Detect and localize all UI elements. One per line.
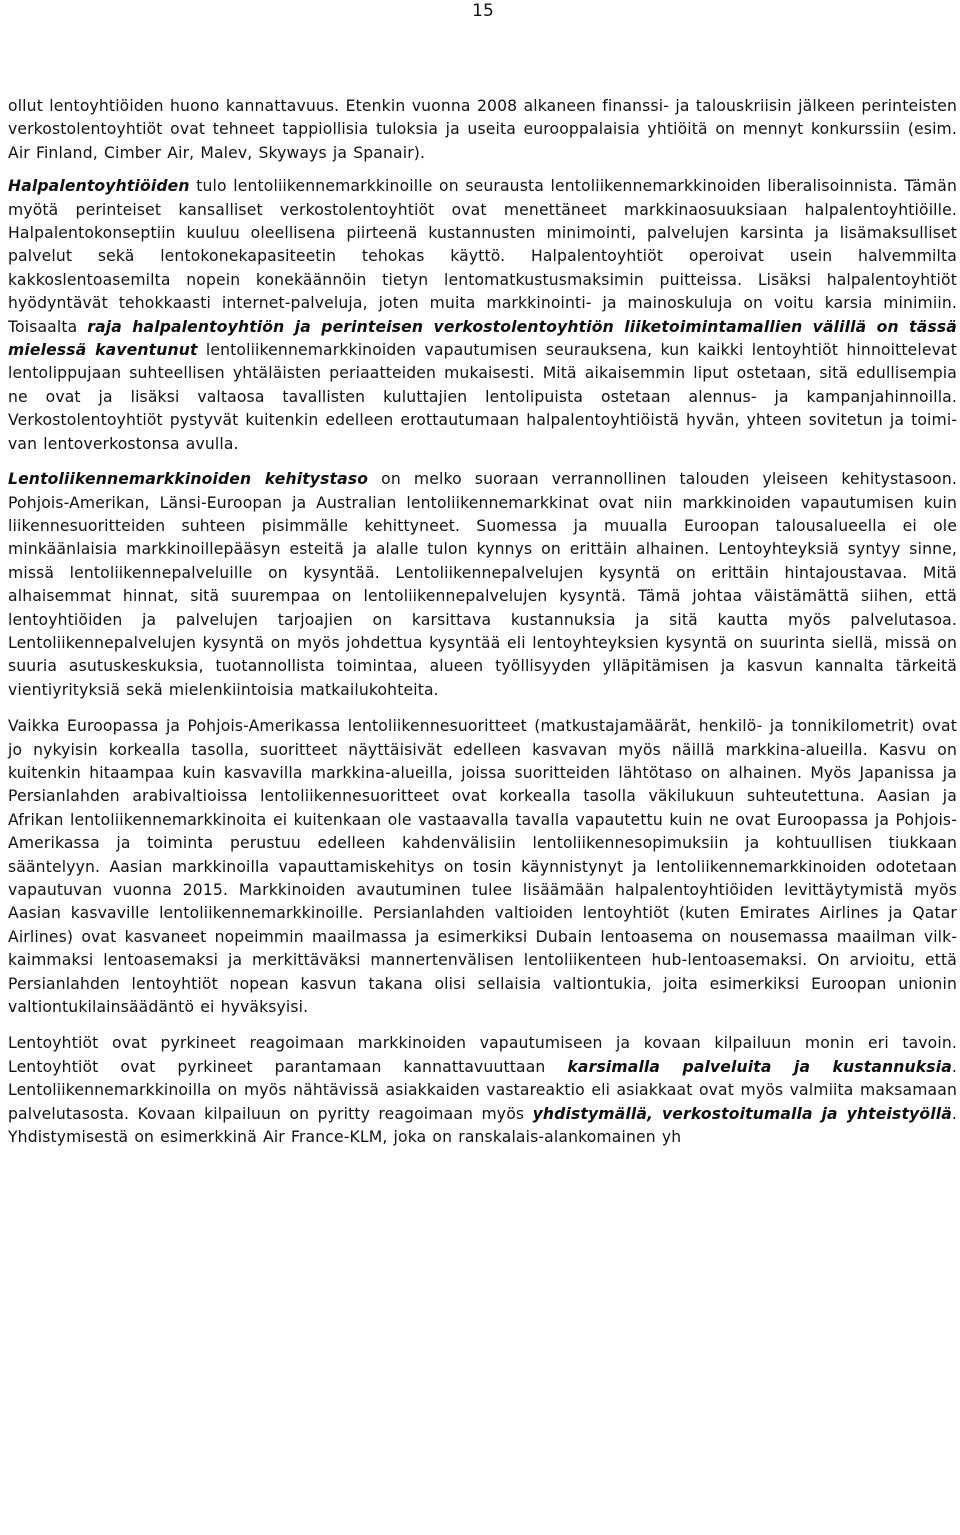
paragraph bbox=[8, 95, 957, 165]
body-text: lentoliikennemarkkinoiden vapautumisen seurauksena, kun kaikki lentoyhtiöt hinnoittelevat lentolippujaan suhteellisen yhtäläisten periaatteiden mukaisesti. Mitä aikaisemmin liput ostetaan, sitä edullisempia ne ovat ja lisäksi valtaosa tavallisten kuluttajien lentolipuista ostetaan alennus- ja kampanjahinnoilla. Verkostolentoyhtiöt pystyvät kuitenkin edelleen erottautumaan halpalentoyhtiöistä hyvän, yhteen sovitetun ja toimivan lentoverkostonsa avulla. bbox=[8, 341, 958, 453]
document-body bbox=[8, 95, 957, 1159]
paragraph bbox=[8, 1032, 957, 1149]
emphasized-text: Lentoliikennemarkkinoiden kehitystaso bbox=[8, 470, 369, 489]
body-text: on melko suoraan verrannollinen talouden yleiseen kehitystasoon. Pohjois-Amerikan, Länsi-Euroopan ja Australian lentoliikennemarkkinat ovat niin markkinoiden vapautumisen kuin liikennesuoritteiden suhteen pisimmälle kehittyneet. Suomessa ja muualla Euroopan talousalueella ei ole minkäänlaisia markkinoillepääsyn esteitä ja alalle tulon kynnys on erittäin alhainen. Lentoyhteyksiä syntyy sinne, missä lentoliikennepalveluille on kysyntää. Lentoliikennepalvelujen kysyntä on erittäin hintajoustavaa. Mitä alhaisemmat hinnat, sitä suurempaa on lentoliikennepalvelujen kysyntä. Tämä johtaa väistämättä siihen, että lentoyhtiöiden ja palvelujen tarjoajien on karsittava kustannuksia ja sitä kautta myös palvelutasoa. Lentoliikennepalvelujen kysyntä on myös johdettua kysyntää eli lentoyhteyksien kysyntä on suurinta siellä, missä on suuria asutuskeskuksia, tuotannollista toimintaa, alueen työllisyyden ylläpitämisen ja kasvun kannalta tärkeitä vientiyrityksiä sekä mielenkiintoisia matkailukohteita. bbox=[8, 470, 957, 699]
body-text: ollut lentoyhtiöiden huono kannattavuus. Etenkin vuonna 2008 alkaneen finanssi- ja talouskriisin jälkeen perinteisten verkostolentoyhtiöt ovat tehneet tappiollisia tuloksia ja useita eurooppalaisia yhtiöitä on mennyt konkurssiin (esim. Air Finland, Cimber Air, Malev, Skyways ja Spanair). bbox=[8, 97, 957, 162]
body-text: Lentoyhtiöt ovat pyrkineet reagoimaan markkinoiden vapautumiseen ja kovaan kilpailuun monin eri tavoin. Lentoyhtiöt ovat pyrkineet parantamaan kannattavuuttaan bbox=[8, 1034, 957, 1076]
body-text: Vaikka Euroopassa ja Pohjois-Amerikassa lentoliikennesuoritteet (matkustajamäärät, henkilö- ja tonnikilometrit) ovat jo nykyisin korkealla tasolla, suoritteet näyttäisivät edelleen kasvavan myös näillä markkina-alueilla. Kasvu on kuitenkin hitaampaa kuin kasvavilla markkina-alueilla, joissa suoritteiden lähtötaso on alhainen. Myös Japanissa ja Persianlahden arabivaltioissa lentoliikennesuoritteet ovat korkealla tasolla väkilukuun suhteutettuna. Aasian ja Afrikan lentoliikennemarkkinoita ei kuitenkaan ole vastaavalla tavalla vapautettu kuin ne ovat Euroopassa ja Pohjois-Amerikassa ja toiminta perustuu edelleen kahdenvälisiin lentoliikennesopimuksiin ja kohtuullisen tiukkaan sääntelyyn. Aasian markkinoilla vapauttamiskehitys on tosin käynnistynyt ja lentoliikennemarkkinoiden odotetaan vapautuvan vuonna 2015. Markkinoiden avautuminen tulee lisäämään halpalentoyhtiöiden levittäytymistä myös Aasian kasvaville lentoliikennemarkkinoille. Persianlahden valtioiden lentoyhtiöt (kuten Emirates Airlines ja Qatar Airlines) ovat kasvaneet nopeimmin maailmassa ja esimerkiksi Dubain lentoasema on nousemassa maailman vilkkaimmaksi lentoasemaksi ja merkittäväksi mannertenvälisen lentoliikenteen hub-lentoasemaksi. On arvioitu, että Persianlahden lentoyhtiöt nopean kasvun takana olisi sellaisia valtiontukia, joita esimerkiksi Euroopan unionin valtiontukilainsäädäntö ei hyväksyisi. bbox=[8, 717, 957, 1017]
emphasized-text: Halpalentoyhtiöiden bbox=[8, 177, 190, 196]
body-text: . Yhdistymisestä on esimerkkinä Air France-KLM, joka on ranskalais-alankomainen yh bbox=[8, 1104, 957, 1147]
body-text: tulo lentoliikennemarkkinoille on seurausta lentoliikennemarkkinoiden liberalisoinnista. Tämän myötä perinteiset kansalliset verkostolentoyhtiöt ovat menettäneet markkinaosuuksiaan halpalentoyhtiöille. Halpalentokonseptiin kuuluu oleellisena piirteenä kustannusten minimointi, palvelujen karsinta ja lisämaksulliset palvelut sekä lentokonekapasiteetin tehokas käyttö. Halpalentoyhtiöt operoivat usein halvemmilta kakkoslentoasemilta nopein konekäännöin tietyn lentomatkustusmaksimin puitteissa. Lisäksi halpalentoyhtiöt hyödyntävät tehokkaasti internet-palveluja, joten muita markkinointi- ja mainoskuluja on voitu karsia minimiin. Toisaalta bbox=[8, 177, 957, 336]
paragraph bbox=[8, 468, 957, 702]
emphasized-text: raja halpalentoyhtiön ja perinteisen verkostolentoyhtiön liiketoimintamallien välillä on tässä mielessä kaventunut bbox=[8, 317, 957, 360]
page-number: 15 bbox=[472, 1, 494, 21]
body-text: . Lentoliikennemarkkinoilla on myös nähtävissä asiakkaiden vastareaktio eli asiakkaat ovat myös valmiita maksamaan palvelutasosta. Kovaan kilpailuun on pyritty reagoimaan myös bbox=[8, 1057, 957, 1123]
emphasized-text: karsimalla palveluita ja kustannuksia bbox=[567, 1057, 952, 1076]
paragraph bbox=[8, 175, 957, 456]
emphasized-text: yhdistymällä, verkostoitumalla ja yhteistyöllä bbox=[532, 1104, 952, 1123]
paragraph bbox=[8, 715, 957, 1019]
